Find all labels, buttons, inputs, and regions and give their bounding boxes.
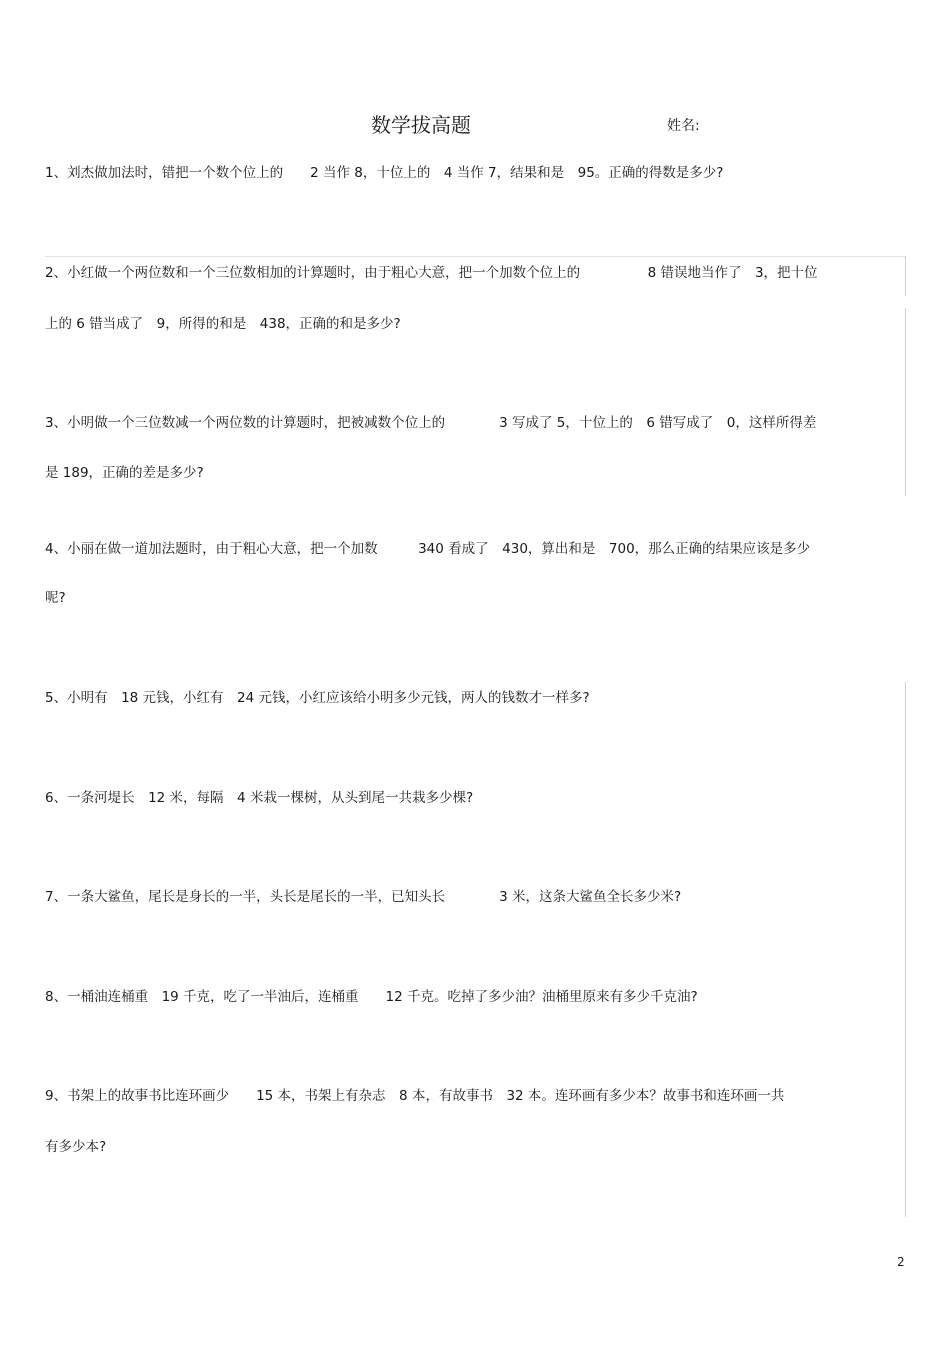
scan-line-right-2 <box>905 308 906 496</box>
question-3-line-1: 3、小明做一个三位数减一个两位数的计算题时，把被减数个位上的 3 写成了 5，十位上的 6 错写成了 0，这样所得差 <box>45 415 817 431</box>
scan-line-top <box>45 256 905 257</box>
page-title: 数学拔高题 <box>371 113 471 137</box>
question-6-line-1: 6、一条河堤长 12 米，每隔 4 米栽一棵树，从头到尾一共栽多少棵? <box>45 790 474 806</box>
question-1-line-1: 1、刘杰做加法时，错把一个数个位上的 2 当作 8，十位上的 4 当作 7，结果和是 95。正确的得数是多少? <box>45 165 724 181</box>
scan-line-right-3 <box>905 682 906 1217</box>
question-2-line-2: 上的 6 错当成了 9，所得的和是 438，正确的和是多少? <box>45 316 401 332</box>
question-3-line-2: 是 189，正确的差是多少? <box>45 465 204 481</box>
question-2-line-1: 2、小红做一个两位数和一个三位数相加的计算题时，由于粗心大意，把一个加数个位上的 8 错误地当作了 3，把十位 <box>45 265 818 281</box>
name-label: 姓名: <box>667 118 700 134</box>
page-number: 2 <box>897 1255 905 1269</box>
question-7-line-1: 7、一条大鲨鱼，尾长是身长的一半，头长是尾长的一半，已知头长 3 米，这条大鲨鱼全长多少米? <box>45 889 682 905</box>
question-5-line-1: 5、小明有 18 元钱，小红有 24 元钱，小红应该给小明多少元钱，两人的钱数才一样多? <box>45 690 590 706</box>
scan-line-right-1 <box>905 256 906 296</box>
question-4-line-2: 呢? <box>45 590 66 606</box>
question-8-line-1: 8、一桶油连桶重 19 千克，吃了一半油后，连桶重 12 千克。吃掉了多少油？油桶里原来有多少千克油? <box>45 989 698 1005</box>
question-9-line-2: 有多少本? <box>45 1139 107 1155</box>
question-4-line-1: 4、小丽在做一道加法题时，由于粗心大意，把一个加数 340 看成了 430，算出和是 700，那么正确的结果应该是多少 <box>45 541 811 557</box>
question-9-line-1: 9、书架上的故事书比连环画少 15 本，书架上有杂志 8 本，有故事书 32 本。连环画有多少本？故事书和连环画一共 <box>45 1088 785 1104</box>
